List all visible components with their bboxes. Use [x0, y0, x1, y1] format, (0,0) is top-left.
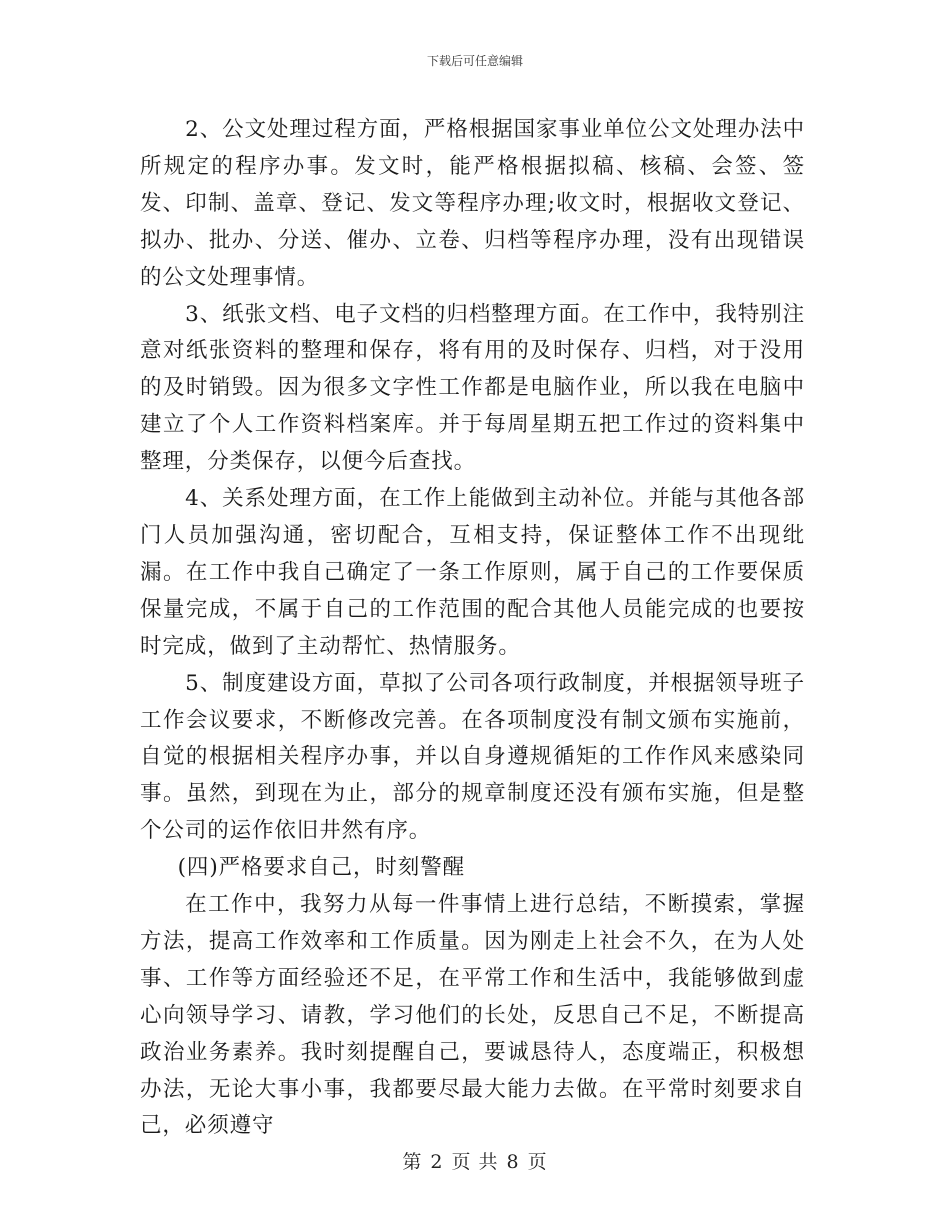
page-footer — [0, 1147, 950, 1174]
paragraph-self-discipline: 在工作中，我努力从每一件事情上进行总结，不断摸索，掌握方法，提高工作效率和工作质量。因为刚走上社会不久，在为人处事、工作等方面经验还不足，在平常工作和生活中，我能够做到虚心向领导学习、请教，学习他们的长处，反思自己不足，不断提高政治业务素养。我时刻提醒自己，要诚恳待人，态度端正，积极想办法，无论大事小事，我都要尽最大能力去做。在平常时刻要求自己，必须遵守 — [140, 892, 805, 1139]
page-header: 下载后可任意编辑 — [426, 54, 523, 68]
footer-middle: 页 共 — [451, 1151, 499, 1173]
paragraph-system-construction: 5、制度建设方面，草拟了公司各项行政制度，并根据领导班子工作会议要求，不断修改完善。在各项制度没有制文颁布实施前，自觉的根据相关程序办事，并以自身遵规循矩的工作作风来感染同事。虽然，到现在为止，部分的规章制度还没有颁布实施，但是整个公司的运作依旧井然有序。 — [140, 670, 805, 844]
section-heading-self-discipline: (四)严格要求自己，时刻警醒 — [177, 855, 466, 881]
document-body — [140, 112, 805, 1145]
paragraph-archive-organization: 3、纸张文档、电子文档的归档整理方面。在工作中，我特别注意对纸张资料的整理和保存，将有用的及时保存、归档，对于没用的及时销毁。因为很多文字性工作都是电脑作业，所以我在电脑中建立了个人工作资料档案库。并于每周星期五把工作过的资料集中整理，分类保存，以便今后查找。 — [140, 301, 805, 475]
current-page-number: 2 — [430, 1151, 444, 1173]
footer-prefix: 第 — [402, 1151, 423, 1173]
total-page-count: 8 — [506, 1151, 520, 1173]
paragraph-relationship-handling: 4、关系处理方面，在工作上能做到主动补位。并能与其他各部门人员加强沟通，密切配合，互相支持，保证整体工作不出现纰漏。在工作中我自己确定了一条工作原则，属于自己的工作要保质保量完成，不属于自己的工作范围的配合其他人员能完成的也要按时完成，做到了主动帮忙、热情服务。 — [140, 486, 805, 659]
footer-suffix: 页 — [527, 1151, 548, 1173]
paragraph-official-document-processing: 2、公文处理过程方面，严格根据国家事业单位公文处理办法中所规定的程序办事。发文时，能严格根据拟稿、核稿、会签、签发、印制、盖章、登记、发文等程序办理;收文时，根据收文登记、拟办、批办、分送、催办、立卷、归档等程序办理，没有出现错误的公文处理事情。 — [140, 117, 805, 290]
